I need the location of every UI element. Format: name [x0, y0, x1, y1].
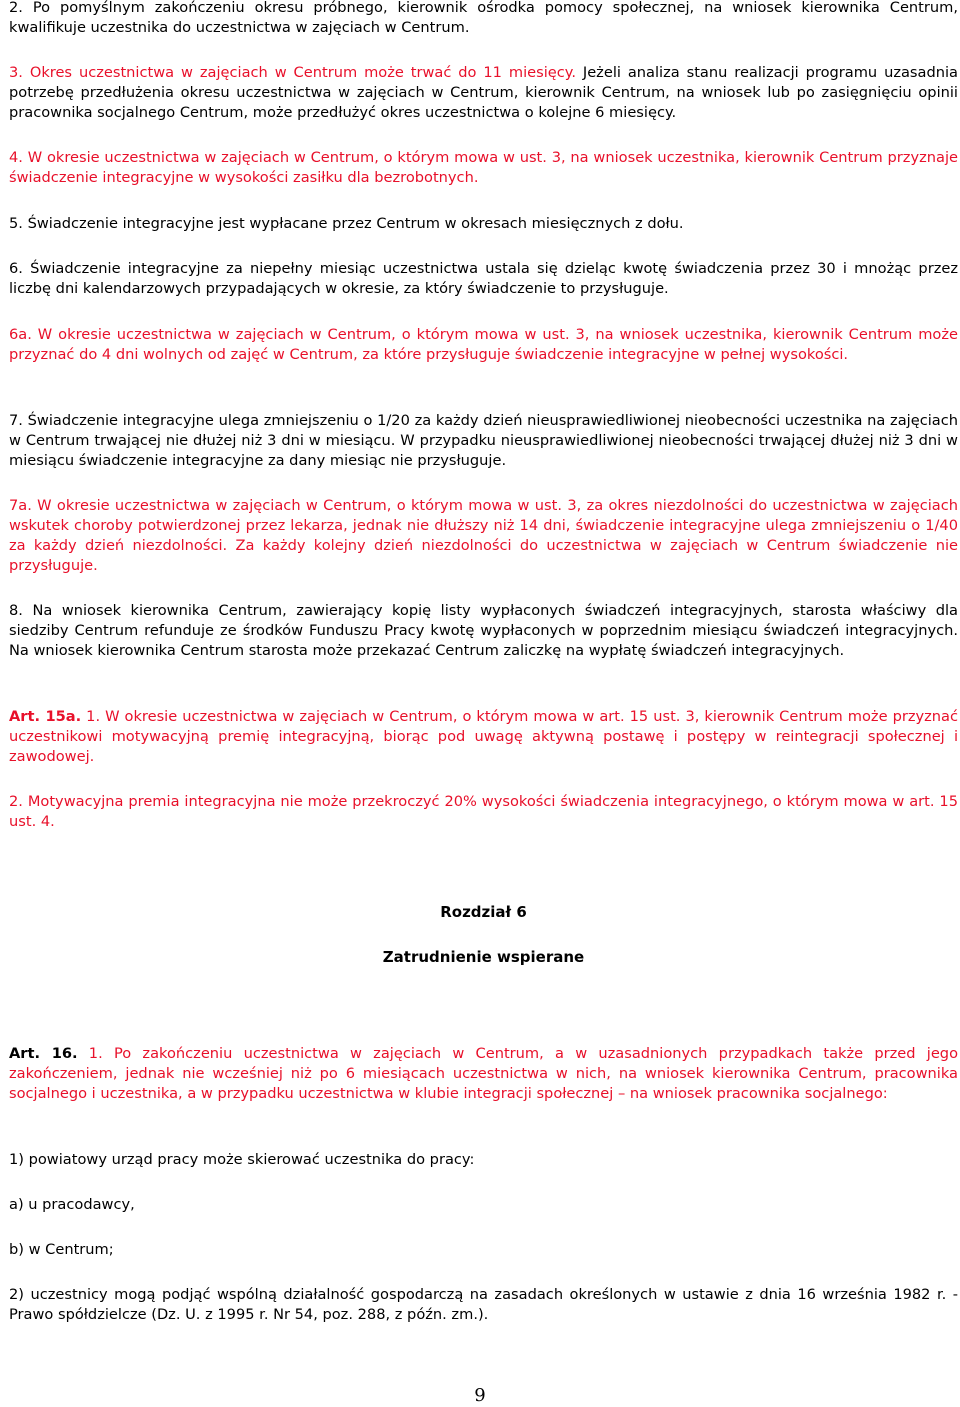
paragraph-5	[9, 214, 958, 234]
page-number: 9	[474, 1385, 486, 1406]
paragraph-8-text: 8. Na wniosek kierownika Centrum, zawierający kopię listy wypłaconych świadczeń integracyjnych, starosta właściwy dla siedziby Centrum refunduje ze środków Funduszu Pracy kwotę wypłaconych w poprzednim miesiącu świadczeń integracyjnych. Na wniosek kierownika Centrum starosta może przekazać Centrum zaliczkę na wypłatę świadczeń integracyjnych.	[9, 602, 958, 659]
paragraph-4-text: 4. W okresie uczestnictwa w zajęciach w Centrum, o którym mowa w ust. 3, na wniosek uczestnika, kierownik Centrum przyznaje świadczenie integracyjne w wysokości zasiłku dla bezrobotnych.	[9, 149, 958, 186]
paragraph-2	[9, 0, 958, 38]
article-15a-paragraph-1-text: 1. W okresie uczestnictwa w zajęciach w Centrum, o którym mowa w art. 15 ust. 3, kierownik Centrum może przyznać uczestnikowi motywacyjną premię integracyjną, biorąc pod uwagę aktywną postawę i postępy w reintegracji społecznej i zawodowej.	[9, 708, 959, 765]
paragraph-6	[9, 259, 958, 299]
paragraph-8	[9, 601, 958, 661]
paragraph-7a-text: 7a. W okresie uczestnictwa w zajęciach w Centrum, o którym mowa w ust. 3, za okres niezdolności do uczestnictwa w zajęciach wskutek choroby potwierdzonej przez lekarza, jednak nie dłuższy niż 14 dni, świadczenie integracyjne ulega zmniejszeniu o 1/40 za każdy dzień niezdolności. Za każdy kolejny dzień niezdolności do uczestnictwa w zajęciach w Centrum świadczenie nie przysługuje.	[9, 497, 958, 574]
article-16-item-1b-text: b) w Centrum;	[9, 1241, 114, 1258]
paragraph-7	[9, 411, 958, 471]
article-16-item-2	[9, 1285, 958, 1325]
paragraph-7-text: 7. Świadczenie integracyjne ulega zmniejszeniu o 1/20 za każdy dzień nieusprawiedliwionej nieobecności uczestnika na zajęciach w Centrum trwającej nie dłużej niż 3 dni w miesiącu. W przypadku nieusprawiedliwionej nieobecności trwającej dłużej niż 3 dni w miesiącu świadczenie integracyjne za dany miesiąc nie przysługuje.	[9, 412, 958, 469]
paragraph-2-text: 2. Po pomyślnym zakończeniu okresu próbnego, kierownik ośrodka pomocy społecznej, na wniosek kierownika Centrum, kwalifikuje uczestnika do uczestnictwa w zajęciach w Centrum.	[9, 0, 958, 36]
paragraph-3-amended-text: 3. Okres uczestnictwa w zajęciach w Centrum może trwać do 11 miesięcy.	[9, 64, 576, 81]
article-16-label: Art. 16.	[9, 1045, 78, 1062]
chapter-title: Zatrudnienie wspierane	[382, 948, 585, 966]
paragraph-4	[9, 148, 958, 188]
article-16-item-1	[9, 1150, 958, 1170]
paragraph-5-text: 5. Świadczenie integracyjne jest wypłacane przez Centrum w okresach miesięcznych z dołu.	[9, 215, 684, 232]
article-16-item-1-text: 1) powiatowy urząd pracy może skierować uczestnika do pracy:	[9, 1151, 475, 1168]
article-16-item-1b	[9, 1240, 958, 1260]
chapter-number: Rozdział 6	[440, 903, 527, 921]
paragraph-6a-entry	[9, 325, 958, 365]
article-15a-paragraph-2	[9, 792, 958, 832]
article-16-item-1a	[9, 1195, 958, 1215]
paragraph-3	[9, 63, 958, 123]
article-15a-paragraph-1	[9, 707, 958, 767]
paragraph-6a-text: 6a. W okresie uczestnictwa w zajęciach w Centrum, o którym mowa w ust. 3, na wniosek uczestnika, kierownik Centrum może przyznać do 4 dni wolnych od zajęć w Centrum, za które przysługuje świadczenie integracyjne w pełnej wysokości.	[9, 326, 958, 363]
article-16-paragraph-1-text: 1. Po zakończeniu uczestnictwa w zajęciach w Centrum, a w uzasadnionych przypadkach także przed jego zakończeniem, jednak nie wcześniej niż po 6 miesiącach uczestnictwa w nich, na wniosek kierownika Centrum, pracownika socjalnego i uczestnika, a w przypadku uczestnictwa w klubie integracji społecznej – na wniosek pracownika socjalnego:	[9, 1045, 958, 1102]
paragraph-3-text: Jeżeli analiza stanu realizacji programu uzasadnia potrzebę przedłużenia okresu uczestnictwa w zajęciach w Centrum, kierownik Centrum, na wniosek lub po zasięgnięciu opinii pracownika socjalnego Centrum, może przedłużyć okres uczestnictwa o kolejne 6 miesięcy.	[9, 64, 958, 121]
paragraph-7a	[9, 496, 958, 576]
article-16-item-1a-text: a) u pracodawcy,	[9, 1196, 135, 1213]
article-16-item-2-text: 2) uczestnicy mogą podjąć wspólną działalność gospodarczą na zasadach określonych w ustawie z dnia 16 września 1982 r. - Prawo spółdzielcze (Dz. U. z 1995 r. Nr 54, poz. 288, z późn. zm.).	[9, 1286, 958, 1323]
article-16-paragraph-1	[9, 1044, 958, 1104]
article-15a-paragraph-2-text: 2. Motywacyjna premia integracyjna nie może przekroczyć 20% wysokości świadczenia integracyjnego, o którym mowa w art. 15 ust. 4.	[9, 793, 958, 830]
article-15a-label: Art. 15a.	[9, 708, 82, 725]
paragraph-6-text: 6. Świadczenie integracyjne za niepełny miesiąc uczestnictwa ustala się dzieląc kwotę świadczenia przez 30 i mnożąc przez liczbę dni kalendarzowych przypadających w okresie, za który świadczenie to przysługuje.	[9, 260, 958, 297]
